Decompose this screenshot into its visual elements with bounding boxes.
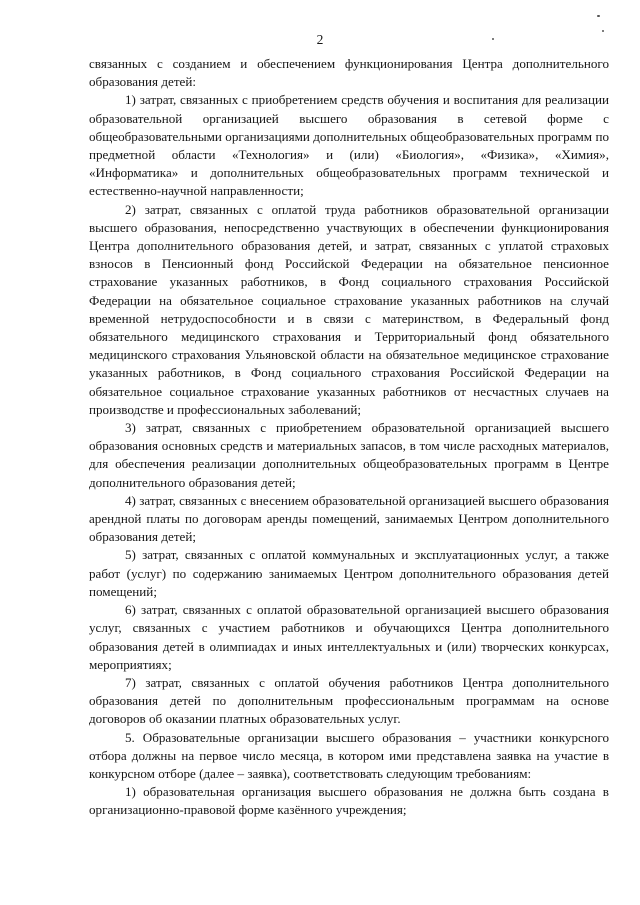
list-item-3: 3) затрат, связанных с приобретением образовательной организацией высшего образования основных средств и материальных запасов, в том числе расходных материалов, для обеспечения реализации дополнительных общеобразовательных программ в Центре дополнительного образования детей; <box>89 420 609 490</box>
section-5-paragraph: 5. Образовательные организации высшего образования – участники конкурсного отбора должны на первое число месяца, в котором ими представлена заявка на участие в конкурсном отборе (далее – заявка), соответствовать следующим требованиям: <box>89 729 609 781</box>
scan-speck <box>597 15 600 17</box>
scan-speck <box>602 30 604 32</box>
list-item-6: 6) затрат, связанных с оплатой образовательной организацией высшего образования услуг, связанных с участием работников и обучающихся Центра дополнительного образования детей в олимпиадах и иных интеллектуальных и (или) творческих конкурсах, мероприятиях; <box>89 602 609 672</box>
document-body <box>89 55 609 820</box>
paragraph-continuation: связанных с созданием и обеспечением функционирования Центра дополнительного образования детей: <box>89 56 609 90</box>
page-number: 2 <box>316 32 324 47</box>
list-item-5: 5) затрат, связанных с оплатой коммунальных и эксплуатационных услуг, а также работ (услуг) по содержанию занимаемых Центром дополнительного образования детей помещений; <box>89 547 609 599</box>
list-item-4: 4) затрат, связанных с внесением образовательной организацией высшего образования арендной платы по договорам аренды помещений, занимаемых Центром дополнительного образования детей; <box>89 492 609 545</box>
requirement-item-1: 1) образовательная организация высшего образования не должна быть создана в организационно-правовой форме казённого учреждения; <box>89 784 609 818</box>
scan-speck <box>492 38 494 40</box>
list-item-7: 7) затрат, связанных с оплатой обучения работников Центра дополнительного образования детей по дополнительным профессиональным программам на основе договоров об оказании платных образовательных услуг. <box>89 674 609 727</box>
list-item-1: 1) затрат, связанных с приобретением средств обучения и воспитания для реализации образовательной организацией высшего образования в сетевой форме с общеобразовательными организациями дополнительных общеобразовательных программ по предметной области «Технология» и (или) «Биология», «Физика», «Химия», «Информатика» и дополнительных общеобразовательных программ технической и естественно-научной направленности; <box>89 92 609 199</box>
list-item-2: 2) затрат, связанных с оплатой труда работников образовательной организации высшего образования, непосредственно участвующих в обеспечении функционирования Центра дополнительного образования детей, и затрат, связанных с уплатой страховых взносов в Пенсионный фонд Российской Федерации на обязательное пенсионное страхование указанных работников, в Фонд социального страхования Российской Федерации на обязательное социальное страхование указанных работников на случай временной нетрудоспособности и в связи с материнством, в Федеральный фонд обязательного медицинского страхования и Территориальный фонд обязательного медицинского страхования Ульяновской области на обязательное медицинское страхование указанных работников, в Фонд социального страхования Российской Федерации на обязательное социальное страхование указанных работников от несчастных случаев на производстве и профессиональных заболеваний; <box>89 201 609 417</box>
